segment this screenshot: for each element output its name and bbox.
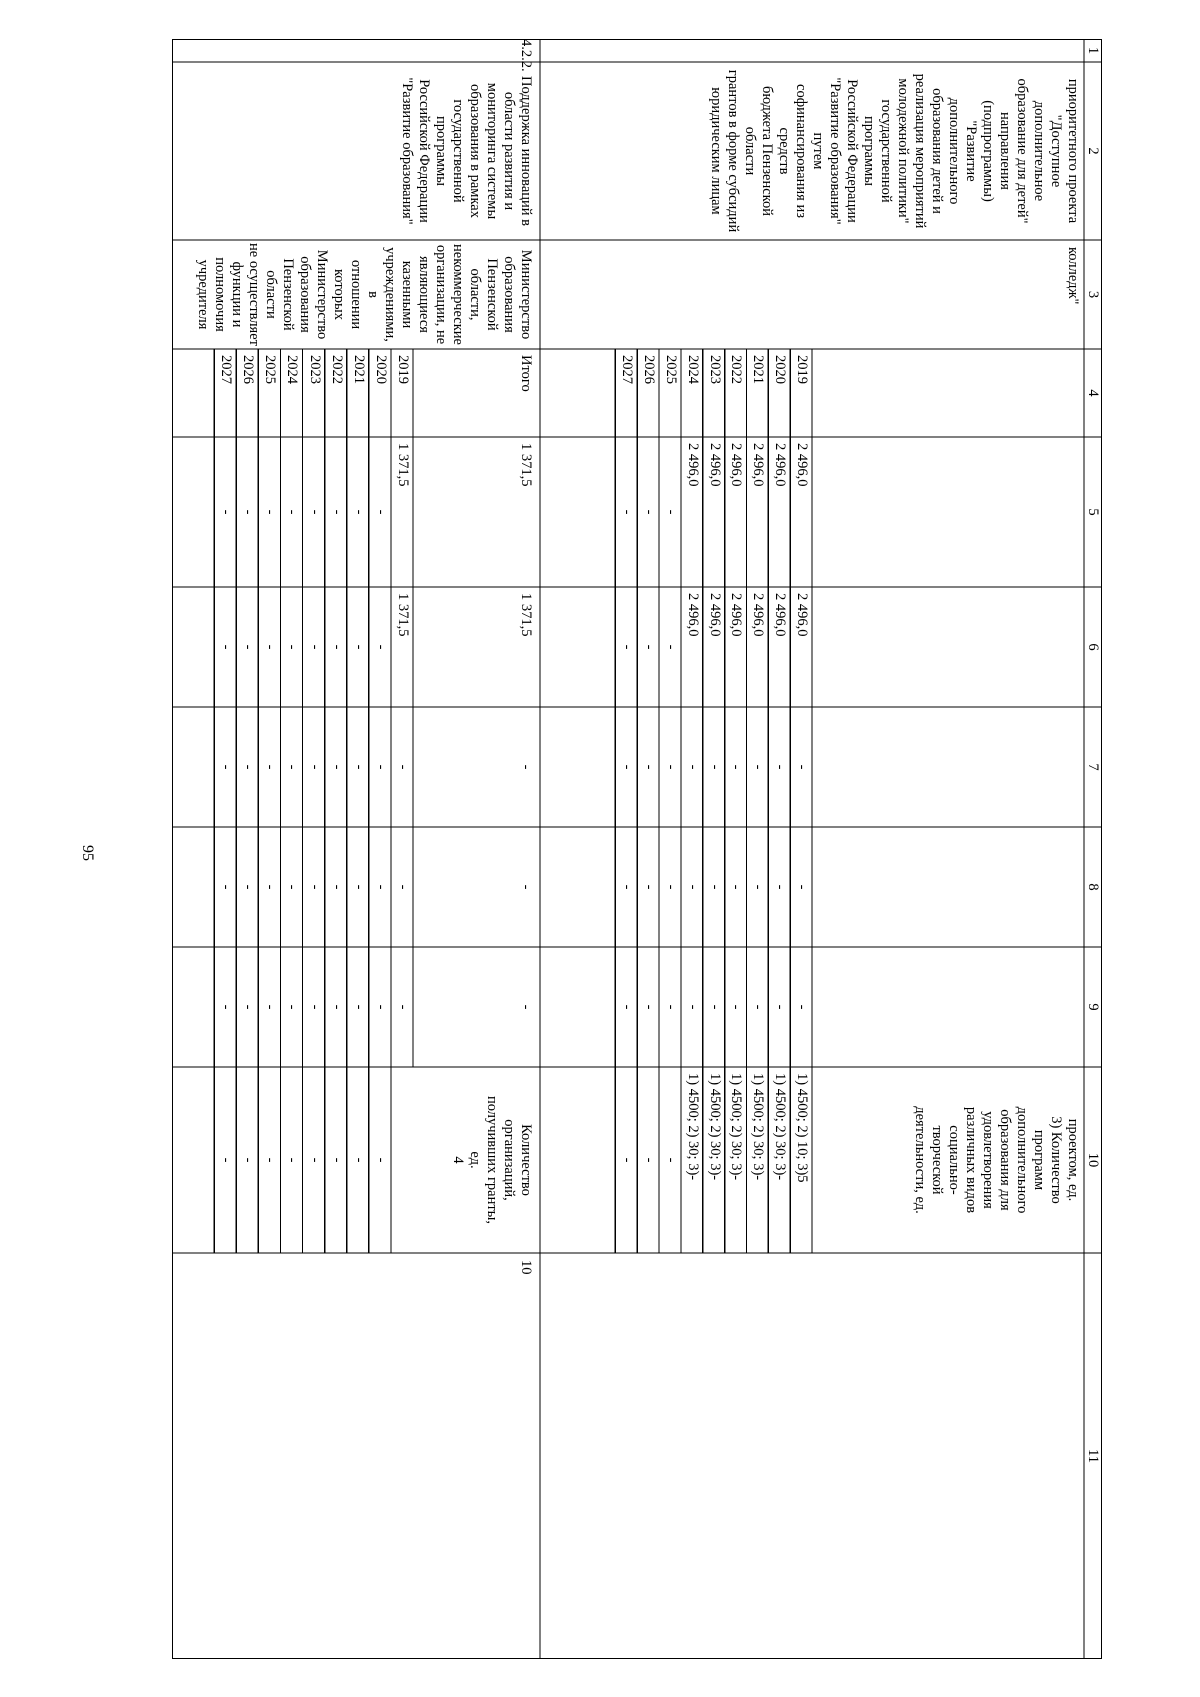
- row-b-c6: -: [306, 644, 323, 650]
- page-number: [72, 838, 102, 868]
- row-a-c9: -: [750, 1004, 767, 1010]
- row-b-c8: -: [350, 884, 367, 890]
- row-b-total-c6: 1 371,5: [518, 593, 534, 637]
- row-a-c9: -: [641, 1004, 658, 1010]
- row-b-year: 2021: [350, 355, 367, 384]
- row-a-c9: -: [706, 1004, 723, 1010]
- row-b-c10: -: [350, 1157, 367, 1163]
- row-a-c7: -: [794, 764, 810, 770]
- row-a-c9: -: [684, 1004, 701, 1010]
- row-a-c10: -: [619, 1157, 636, 1163]
- row-b-year: 2024: [284, 355, 301, 384]
- row-a-c7: -: [750, 764, 767, 770]
- row-a-c6: -: [662, 644, 679, 650]
- column-header-4: 4: [1085, 389, 1101, 397]
- row-b-c7: -: [284, 764, 301, 770]
- row-a-c5: -: [641, 509, 658, 515]
- row-a-year: 2020: [772, 355, 789, 384]
- row-b-c9: -: [306, 1004, 323, 1010]
- row-b-c5: -: [240, 509, 257, 515]
- row-b-c10: -: [284, 1157, 301, 1163]
- column-header-10: 10: [1085, 1152, 1101, 1168]
- row-b-c5: -: [372, 509, 389, 515]
- row-a-c7: -: [619, 764, 636, 770]
- row-a-c10: 1) 4500; 2) 30; 3)-: [772, 1073, 789, 1181]
- row-a-c6: 2 496,0: [728, 593, 745, 637]
- row-b-c7: -: [262, 764, 279, 770]
- row-b-c7: -: [372, 764, 389, 770]
- row-b-year: 2019: [395, 355, 411, 384]
- row-b-c9: -: [284, 1004, 301, 1010]
- row-a-c10: 1) 4500; 2) 30; 3)-: [728, 1073, 745, 1181]
- row-b-c9: -: [395, 1004, 411, 1010]
- row-b-year: 2025: [262, 355, 279, 384]
- row-a-c8: -: [728, 884, 745, 890]
- row-a-c8: -: [706, 884, 723, 890]
- row-b-c7: -: [240, 764, 257, 770]
- row-a-year: 2019: [794, 355, 810, 384]
- row-b-c8: -: [372, 884, 389, 890]
- row-b-c7: -: [218, 764, 235, 770]
- row-b-c6: -: [262, 644, 279, 650]
- row-b-c8: -: [395, 884, 411, 890]
- column-header-9: 9: [1085, 1003, 1101, 1011]
- row-a-c5: 2 496,0: [772, 443, 789, 487]
- row-b-number: 4.2.2.: [518, 39, 534, 72]
- row-b-c10: -: [328, 1157, 345, 1163]
- row-a-year: 2024: [684, 355, 701, 384]
- column-header-11: 11: [1085, 1449, 1101, 1463]
- row-b-year: 2027: [218, 355, 235, 384]
- row-b-c9: -: [240, 1004, 257, 1010]
- row-b-c7: -: [350, 764, 367, 770]
- row-a-c6: 2 496,0: [684, 593, 701, 637]
- row-b-c6: -: [328, 644, 345, 650]
- row-a-c6: 2 496,0: [706, 593, 723, 637]
- row-b-c9: -: [328, 1004, 345, 1010]
- row-b-c6: -: [240, 644, 257, 650]
- row-a-c10: 1) 4500; 2) 10; 3)5: [794, 1073, 810, 1183]
- row-b-description: Поддержка инноваций в области развития и мониторинга системы образования в рамках государственной программы Российской Федерации "Развитие образования": [399, 75, 534, 227]
- column-header-6: 6: [1085, 643, 1101, 651]
- column-header-5: 5: [1085, 508, 1101, 516]
- row-a-c9: -: [662, 1004, 679, 1010]
- row-a-c7: -: [641, 764, 658, 770]
- row-a-c10: -: [662, 1157, 679, 1163]
- row-a-c8: -: [619, 884, 636, 890]
- row-b-c9: -: [350, 1004, 367, 1010]
- row-b-c8: -: [262, 884, 279, 890]
- column-header-3: 3: [1085, 290, 1101, 299]
- row-a-executor: колледж": [1065, 247, 1081, 305]
- row-b-c5: -: [328, 509, 345, 515]
- row-a-c10: 1) 4500; 2) 30; 3)-: [706, 1073, 723, 1181]
- row-a-c6: -: [619, 644, 636, 650]
- row-a-c5: -: [619, 509, 636, 515]
- row-a-c7: -: [662, 764, 679, 770]
- row-a-year: 2025: [662, 355, 679, 384]
- row-b-year: 2023: [306, 355, 323, 384]
- row-a-c9: -: [619, 1004, 636, 1010]
- row-b-c5: -: [218, 509, 235, 515]
- row-a-c9: -: [772, 1004, 789, 1010]
- row-b-c5: -: [284, 509, 301, 515]
- row-b-c10: -: [262, 1157, 279, 1163]
- row-b-year: 2026: [240, 355, 257, 384]
- row-b-c9: -: [372, 1004, 389, 1010]
- row-b-c7: -: [395, 764, 411, 770]
- row-b-c10: -: [372, 1157, 389, 1163]
- row-a-c8: -: [772, 884, 789, 890]
- row-a-c5: 2 496,0: [750, 443, 767, 487]
- row-b-c8: -: [328, 884, 345, 890]
- row-a-c5: 2 496,0: [794, 443, 810, 487]
- row-a-c10: 1) 4500; 2) 30; 3)-: [750, 1073, 767, 1181]
- row-b-c9: -: [262, 1004, 279, 1010]
- row-b-col11: 10: [518, 1260, 534, 1275]
- row-b-c10: -: [240, 1157, 257, 1163]
- row-b-c9: -: [218, 1004, 235, 1010]
- row-a-year: 2021: [750, 355, 767, 384]
- row-b-c5: -: [306, 509, 323, 515]
- row-a-c8: -: [684, 884, 701, 890]
- row-b-c7: -: [306, 764, 323, 770]
- row-a-year: 2023: [706, 355, 723, 384]
- row-b-c5: 1 371,5: [395, 443, 411, 487]
- budget-table: [172, 39, 1102, 1659]
- row-b-c10: [389, 1070, 411, 1250]
- row-a-c5: 2 496,0: [706, 443, 723, 487]
- row-b-c5: -: [350, 509, 367, 515]
- row-a-c6: -: [641, 644, 658, 650]
- row-b-c6: -: [218, 644, 235, 650]
- row-b-c5: -: [262, 509, 279, 515]
- row-a-c7: -: [772, 764, 789, 770]
- row-a-c5: -: [662, 509, 679, 515]
- row-b-c7: -: [328, 764, 345, 770]
- row-a-year: 2022: [728, 355, 745, 384]
- row-a-c5: 2 496,0: [684, 443, 701, 487]
- column-header-7: 7: [1085, 763, 1101, 771]
- row-b-total-label: Итого: [518, 355, 534, 392]
- row-b-year: 2020: [372, 355, 389, 384]
- row-a-c7: -: [728, 764, 745, 770]
- row-a-c6: 2 496,0: [794, 593, 810, 637]
- row-b-total-c7: -: [518, 764, 534, 770]
- row-a-year: 2026: [641, 355, 658, 384]
- column-header-8: 8: [1085, 883, 1101, 891]
- row-a-c10: -: [641, 1157, 658, 1163]
- row-b-c8: -: [240, 884, 257, 890]
- row-a-description: приоритетного проекта "Доступное дополнительное образование для детей" направления (подпрограммы) "Развитие дополнительного образования детей и реализация мероприятий молодежной политики" государственной программы Российской Федерации "Развитие образования" путем софинансирования из средств бюджета Пензенской области грантов в форме субсидий юридическим лицам: [708, 69, 1081, 233]
- row-a-c8: -: [641, 884, 658, 890]
- row-a-c8: -: [794, 884, 810, 890]
- page-number-text: 95: [79, 845, 96, 861]
- row-b-executor: Министерство образования Пензенской области, некоммерческие организации, не являющиеся казенными учреждениями, в отношении которых Министерство образования Пензенской области не осуществляет функции и полномочия учредителя: [195, 243, 534, 346]
- row-b-c8: -: [284, 884, 301, 890]
- row-a-c7: -: [684, 764, 701, 770]
- row-a-c8: -: [662, 884, 679, 890]
- row-b-total-c9: -: [518, 1004, 534, 1010]
- row-a-indicator-text: проектом, ед. 3) Количество программ дополнительного образования для удовлетворения различных видов социально- творческой деятельности, ед.: [912, 1106, 1081, 1214]
- column-header-1: 1: [1085, 46, 1101, 55]
- row-b-indicator-text: Количество организаций, получивших гранты, ед. 4: [450, 1095, 534, 1225]
- row-b-c6: 1 371,5: [395, 593, 411, 637]
- row-b-c10: -: [306, 1157, 323, 1163]
- column-header-2: 2: [1085, 147, 1101, 155]
- row-b-c10: -: [218, 1157, 235, 1163]
- row-a-c5: 2 496,0: [728, 443, 745, 487]
- row-b-year: 2022: [328, 355, 345, 384]
- row-a-c7: -: [706, 764, 723, 770]
- row-a-c6: 2 496,0: [772, 593, 789, 637]
- row-a-c8: -: [750, 884, 767, 890]
- row-a-c6: 2 496,0: [750, 593, 767, 637]
- row-b-c8: -: [306, 884, 323, 890]
- row-a-c9: -: [794, 1004, 810, 1010]
- row-b-c8: -: [218, 884, 235, 890]
- row-a-c9: -: [728, 1004, 745, 1010]
- row-b-c6: -: [284, 644, 301, 650]
- row-a-year: 2027: [619, 355, 636, 384]
- row-b-total-c5: 1 371,5: [518, 443, 534, 487]
- row-b-c6: -: [372, 644, 389, 650]
- row-b-total-c8: -: [518, 884, 534, 890]
- row-b-c6: -: [350, 644, 367, 650]
- row-a-c10: 1) 4500; 2) 30; 3)-: [684, 1073, 701, 1181]
